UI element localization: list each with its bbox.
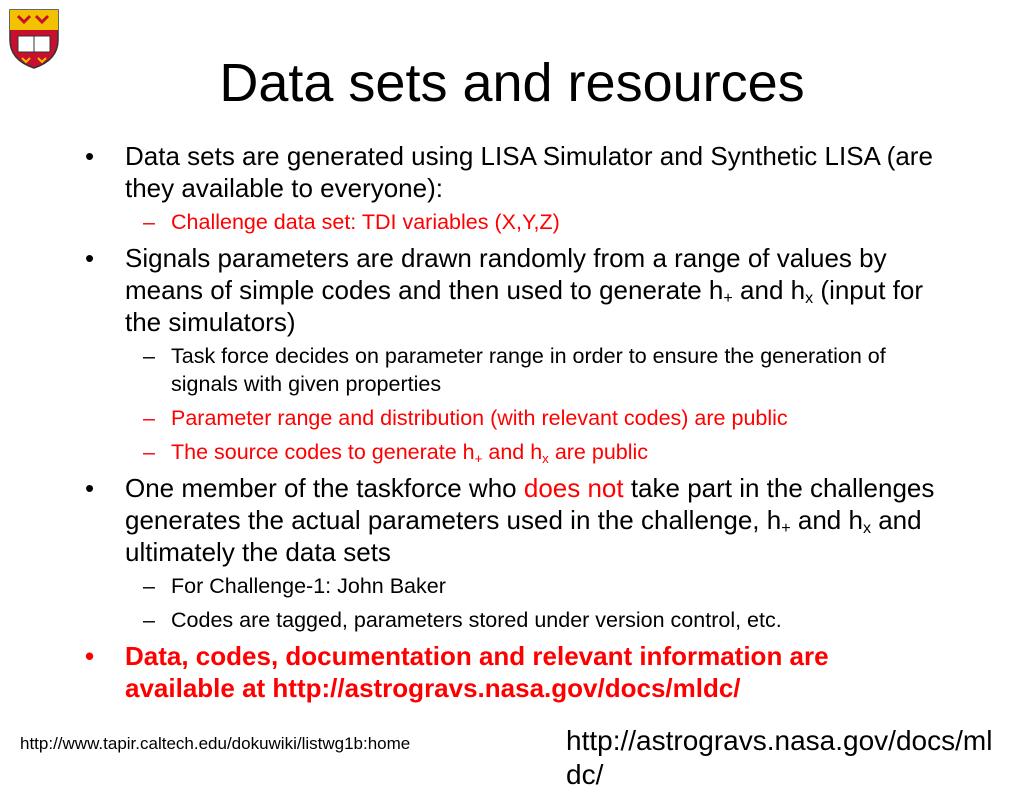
sub-bullet-item (85, 606, 945, 634)
sub-bullet-text: Codes are tagged, parameters stored under version control, etc. (171, 608, 782, 632)
sub-bullet-text: Challenge data set: TDI variables (X,Y,Z) (171, 210, 560, 234)
sub-bullet-item (85, 342, 945, 398)
sub-bullet-text: Parameter range and distribution (with relevant codes) are public (171, 406, 788, 430)
bullet-marker: • (85, 641, 95, 671)
sub-bullet-marker: – (143, 344, 155, 368)
bullet-marker: • (85, 243, 95, 273)
sub-bullet-marker: – (143, 440, 155, 464)
slide-title: Data sets and resources (219, 53, 805, 113)
sub-bullet-marker: – (143, 210, 155, 234)
bullet-marker: • (85, 473, 95, 503)
bullet-text: Signals parameters are drawn randomly from a range of values by means of simple codes and then used to generate $h_+$ and $h_x$ (input for the simulators) (125, 243, 924, 337)
footer-link-right[interactable]: http://astrogravs.nasa.gov/docs/mldc/ (566, 725, 993, 790)
bullet-text: Data sets are generated using LISA Simulator and Synthetic LISA (are they available to everyone): (125, 141, 933, 203)
sub-bullet-marker: – (143, 574, 155, 598)
sub-bullet-marker: – (143, 608, 155, 632)
bullet-marker: • (85, 141, 95, 171)
sub-bullet-marker: – (143, 406, 155, 430)
bullet-item (85, 472, 945, 568)
bullet-text: One member of the taskforce who does not take part in the challenges generates the actual parameters used in the challenge, $h_+$ and $h_x$ and ultimately the data sets (125, 473, 935, 567)
sub-bullet-item (85, 208, 945, 236)
sub-bullet-item (85, 438, 945, 466)
highlight-text: does not (523, 473, 624, 503)
sub-bullet-item (85, 572, 945, 600)
bullet-text[interactable]: Data, codes, documentation and relevant information are available at http://astrogravs.nasa.gov/docs/mldc/ (125, 641, 829, 703)
footer-link-left[interactable]: http://www.tapir.caltech.edu/dokuwiki/listwg1b:home (20, 734, 411, 753)
sub-bullet-text: For Challenge-1: John Baker (171, 574, 446, 598)
sub-bullet-text: Task force decides on parameter range in order to ensure the generation of signals with given properties (171, 344, 886, 396)
sub-bullet-text: The source codes to generate $h_+$ and $h_x$ are public (171, 440, 649, 466)
sub-bullet-item (85, 404, 945, 432)
bullet-item (85, 242, 945, 338)
bullet-list (85, 140, 945, 708)
bullet-item (85, 640, 945, 704)
bullet-item (85, 140, 945, 204)
